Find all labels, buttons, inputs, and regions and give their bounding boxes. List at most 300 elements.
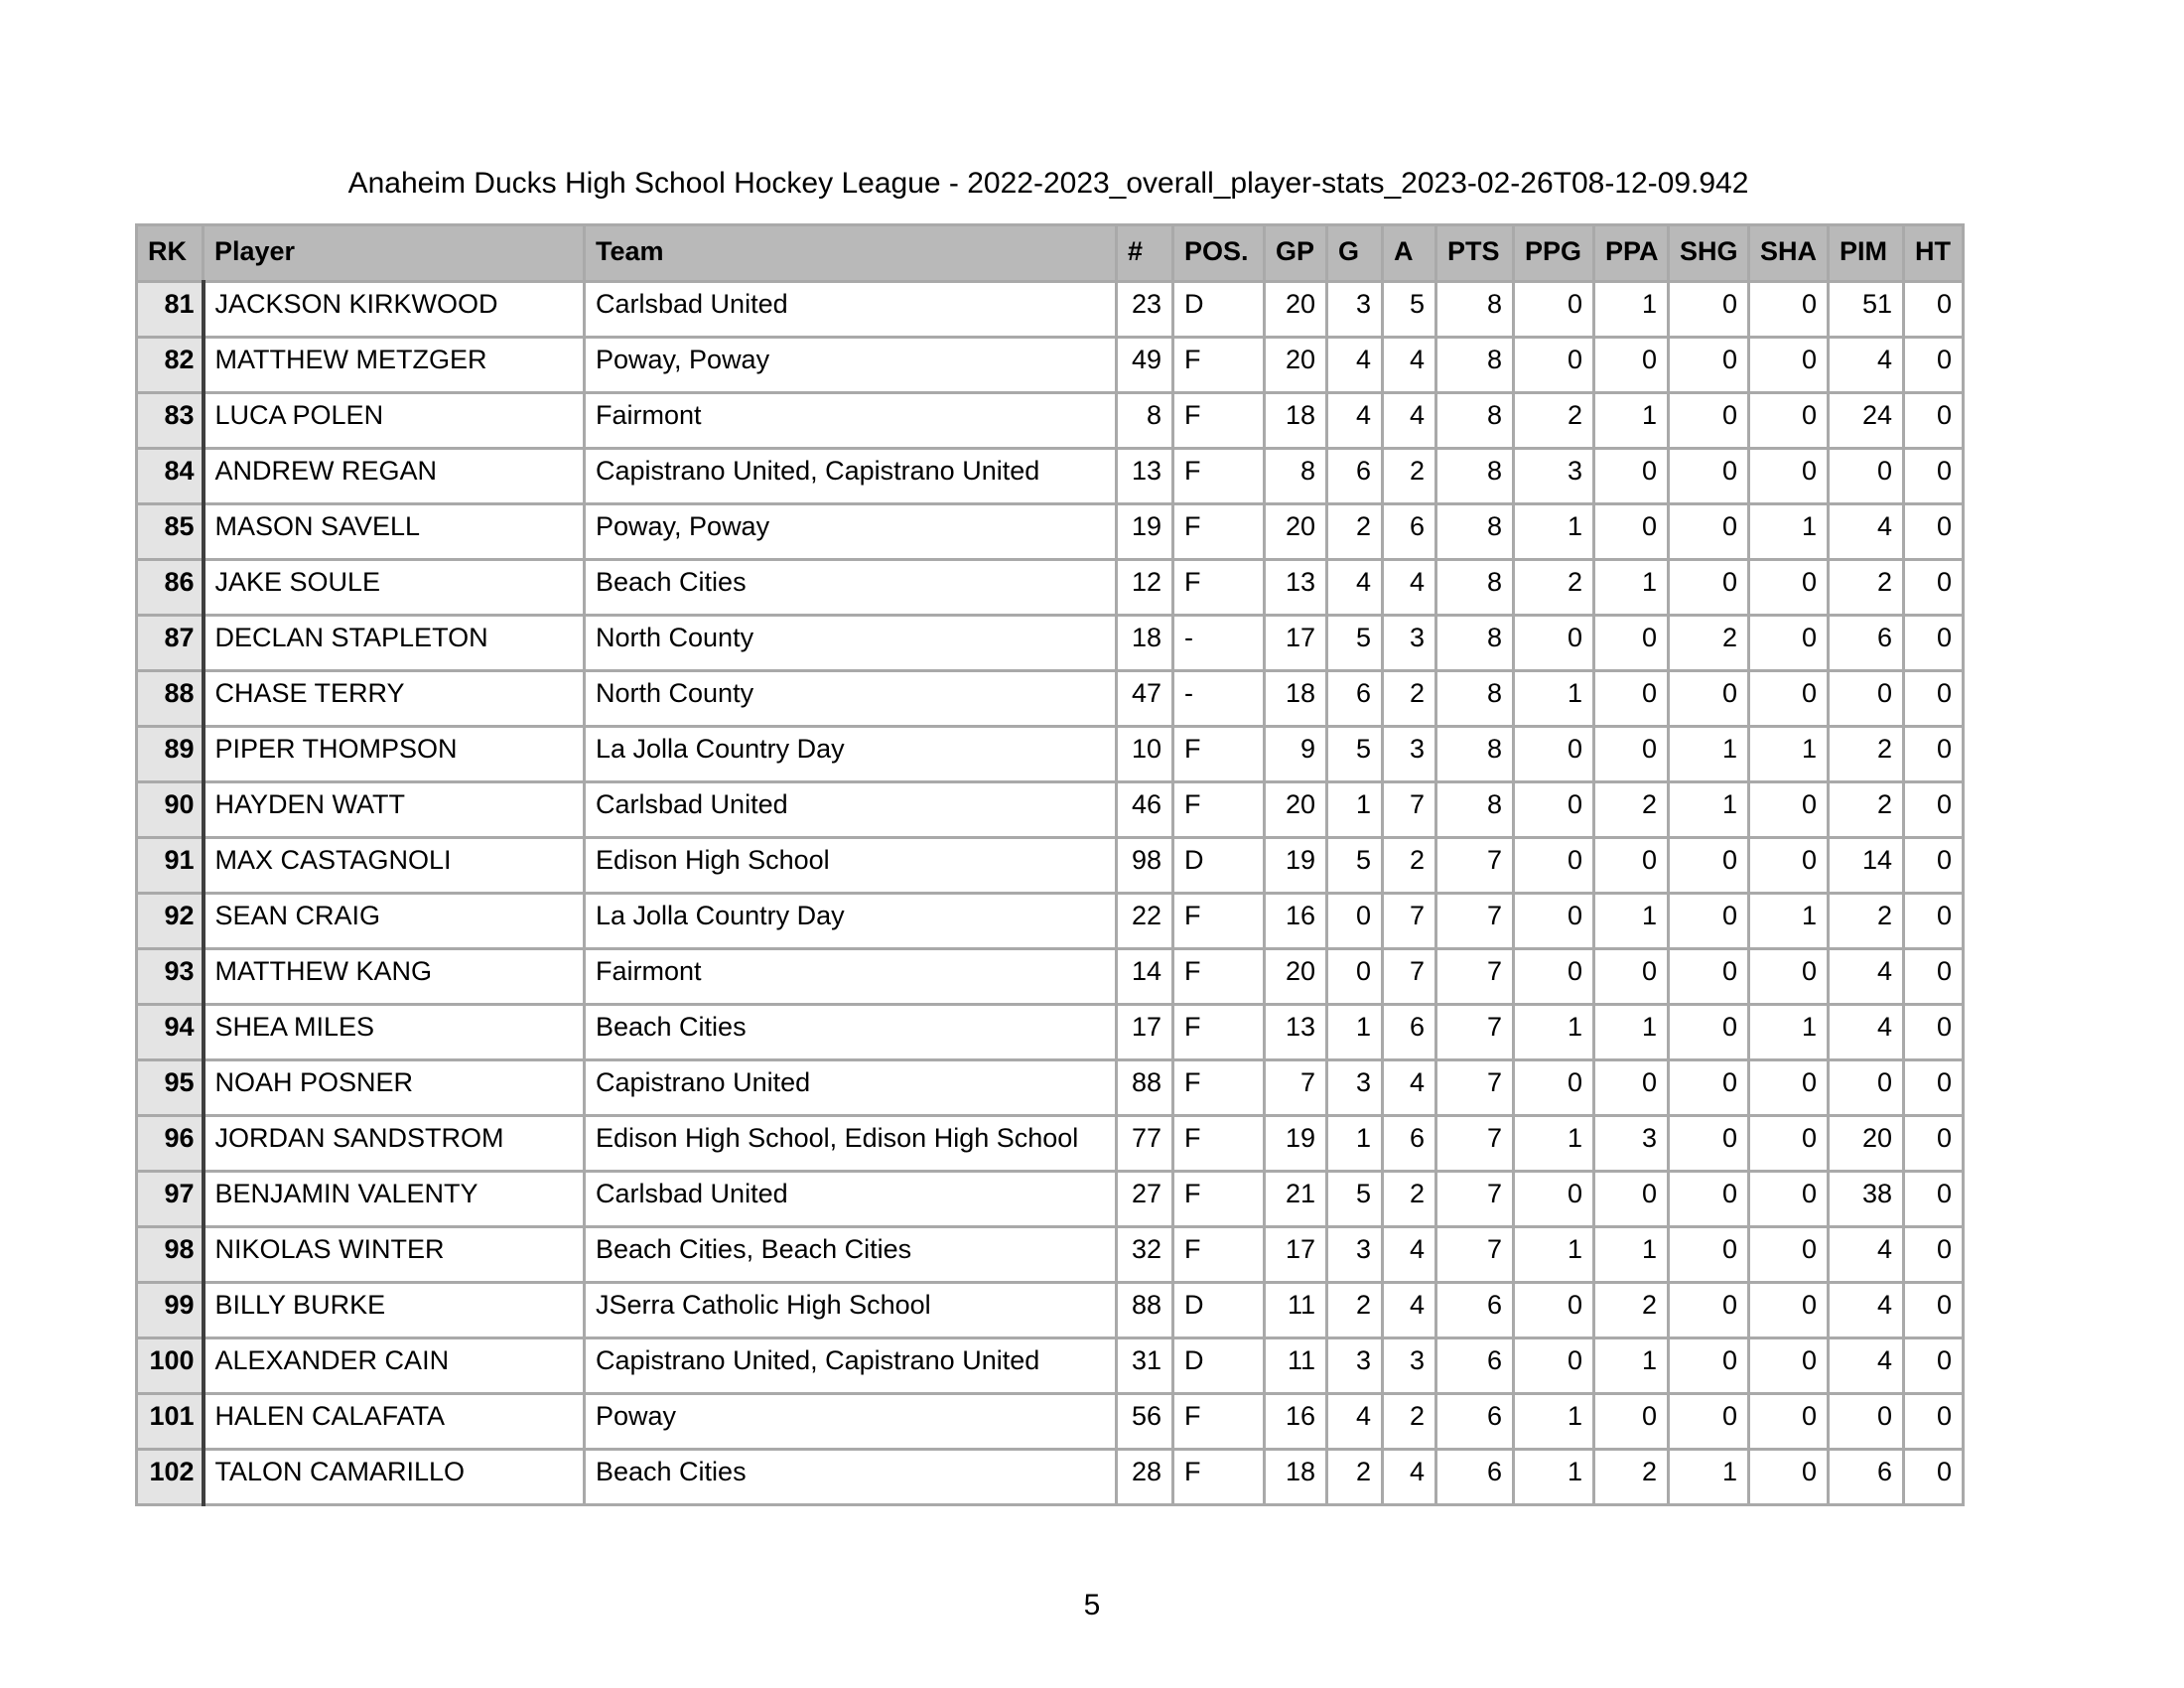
player-cell: NIKOLAS WINTER [204,1227,585,1283]
pts-cell: 6 [1436,1450,1514,1505]
shg-cell: 1 [1669,782,1749,838]
sha-cell: 1 [1749,504,1829,560]
table-row [137,894,1964,949]
number-cell: 31 [1117,1338,1173,1394]
pim-cell: 2 [1829,727,1904,782]
team-cell: North County [585,671,1117,727]
gp-cell: 20 [1265,949,1327,1005]
g-cell: 0 [1327,894,1383,949]
ppg-cell: 1 [1514,1116,1594,1172]
ht-cell: 0 [1904,838,1964,894]
a-cell: 4 [1383,1060,1436,1116]
team-cell: La Jolla Country Day [585,894,1117,949]
shg-cell: 0 [1669,560,1749,616]
team-cell: Fairmont [585,393,1117,449]
a-cell: 7 [1383,782,1436,838]
number-cell: 14 [1117,949,1173,1005]
table-row [137,1450,1964,1505]
table-row [137,1172,1964,1227]
pim-cell: 4 [1829,504,1904,560]
g-cell: 2 [1327,1450,1383,1505]
rk-cell: 101 [137,1394,204,1450]
pim-cell: 4 [1829,1338,1904,1394]
table-row [137,838,1964,894]
ht-cell: 0 [1904,1394,1964,1450]
number-cell: 98 [1117,838,1173,894]
pts-cell: 7 [1436,1172,1514,1227]
shg-cell: 1 [1669,1450,1749,1505]
ppg-cell: 0 [1514,838,1594,894]
a-cell: 7 [1383,949,1436,1005]
pos-cell: F [1173,1116,1265,1172]
number-cell: 19 [1117,504,1173,560]
number-cell: 88 [1117,1060,1173,1116]
g-cell: 6 [1327,449,1383,504]
rk-cell: 82 [137,338,204,393]
number-cell: 49 [1117,338,1173,393]
ppa-cell: 0 [1594,838,1669,894]
pts-cell: 8 [1436,504,1514,560]
ppa-cell: 0 [1594,671,1669,727]
ht-cell: 0 [1904,1116,1964,1172]
rk-cell: 91 [137,838,204,894]
pts-cell: 6 [1436,1283,1514,1338]
rk-cell: 98 [137,1227,204,1283]
sha-cell: 0 [1749,949,1829,1005]
pts-cell: 8 [1436,282,1514,338]
team-cell: Carlsbad United [585,782,1117,838]
team-cell: Beach Cities [585,1005,1117,1060]
pim-cell: 0 [1829,449,1904,504]
pim-cell: 4 [1829,338,1904,393]
pts-cell: 7 [1436,894,1514,949]
gp-cell: 13 [1265,560,1327,616]
sha-cell: 0 [1749,782,1829,838]
column-header-number: # [1117,225,1173,282]
a-cell: 6 [1383,1005,1436,1060]
table-row [137,504,1964,560]
pim-cell: 4 [1829,949,1904,1005]
player-cell: SEAN CRAIG [204,894,585,949]
shg-cell: 0 [1669,1227,1749,1283]
ht-cell: 0 [1904,1005,1964,1060]
ht-cell: 0 [1904,338,1964,393]
table-row [137,1005,1964,1060]
g-cell: 3 [1327,1060,1383,1116]
team-cell: Capistrano United, Capistrano United [585,449,1117,504]
ppg-cell: 1 [1514,671,1594,727]
pos-cell: - [1173,616,1265,671]
ppa-cell: 0 [1594,616,1669,671]
rk-cell: 84 [137,449,204,504]
a-cell: 3 [1383,727,1436,782]
ht-cell: 0 [1904,560,1964,616]
rk-cell: 90 [137,782,204,838]
ht-cell: 0 [1904,1338,1964,1394]
ppa-cell: 1 [1594,1005,1669,1060]
shg-cell: 2 [1669,616,1749,671]
team-cell: Edison High School [585,838,1117,894]
a-cell: 4 [1383,560,1436,616]
number-cell: 23 [1117,282,1173,338]
team-cell: Poway, Poway [585,504,1117,560]
pos-cell: F [1173,1172,1265,1227]
ppg-cell: 0 [1514,949,1594,1005]
rk-cell: 92 [137,894,204,949]
g-cell: 6 [1327,671,1383,727]
column-header-sha: SHA [1749,225,1829,282]
g-cell: 4 [1327,1394,1383,1450]
ht-cell: 0 [1904,782,1964,838]
rk-cell: 85 [137,504,204,560]
ht-cell: 0 [1904,1227,1964,1283]
ppa-cell: 1 [1594,393,1669,449]
pos-cell: F [1173,504,1265,560]
ht-cell: 0 [1904,1283,1964,1338]
player-cell: MATTHEW KANG [204,949,585,1005]
ppg-cell: 2 [1514,560,1594,616]
column-header-team: Team [585,225,1117,282]
g-cell: 3 [1327,1227,1383,1283]
gp-cell: 20 [1265,504,1327,560]
column-header-pts: PTS [1436,225,1514,282]
gp-cell: 18 [1265,671,1327,727]
team-cell: Carlsbad United [585,1172,1117,1227]
pos-cell: F [1173,1060,1265,1116]
table-row [137,282,1964,338]
column-header-ppa: PPA [1594,225,1669,282]
ppg-cell: 0 [1514,1283,1594,1338]
team-cell: Beach Cities [585,1450,1117,1505]
ppg-cell: 0 [1514,282,1594,338]
a-cell: 4 [1383,1450,1436,1505]
ppg-cell: 0 [1514,894,1594,949]
pts-cell: 8 [1436,671,1514,727]
rk-cell: 87 [137,616,204,671]
player-cell: HAYDEN WATT [204,782,585,838]
column-header-ppg: PPG [1514,225,1594,282]
g-cell: 4 [1327,338,1383,393]
number-cell: 22 [1117,894,1173,949]
team-cell: La Jolla Country Day [585,727,1117,782]
ht-cell: 0 [1904,282,1964,338]
column-header-rk: RK [137,225,204,282]
number-cell: 10 [1117,727,1173,782]
ppa-cell: 2 [1594,1283,1669,1338]
sha-cell: 0 [1749,449,1829,504]
pts-cell: 8 [1436,782,1514,838]
pts-cell: 8 [1436,616,1514,671]
a-cell: 7 [1383,894,1436,949]
a-cell: 4 [1383,1283,1436,1338]
gp-cell: 17 [1265,1227,1327,1283]
ht-cell: 0 [1904,671,1964,727]
pim-cell: 2 [1829,560,1904,616]
pos-cell: F [1173,782,1265,838]
table-row [137,449,1964,504]
ppg-cell: 1 [1514,1005,1594,1060]
column-header-g: G [1327,225,1383,282]
ppg-cell: 1 [1514,1227,1594,1283]
pim-cell: 6 [1829,616,1904,671]
column-header-gp: GP [1265,225,1327,282]
number-cell: 27 [1117,1172,1173,1227]
rk-cell: 88 [137,671,204,727]
table-row [137,727,1964,782]
pos-cell: D [1173,838,1265,894]
shg-cell: 0 [1669,393,1749,449]
table-row [137,1116,1964,1172]
g-cell: 0 [1327,949,1383,1005]
ht-cell: 0 [1904,616,1964,671]
gp-cell: 19 [1265,1116,1327,1172]
ppg-cell: 0 [1514,616,1594,671]
table-row [137,393,1964,449]
shg-cell: 0 [1669,1338,1749,1394]
pim-cell: 4 [1829,1227,1904,1283]
ht-cell: 0 [1904,1172,1964,1227]
pim-cell: 20 [1829,1116,1904,1172]
column-header-pim: PIM [1829,225,1904,282]
gp-cell: 21 [1265,1172,1327,1227]
pts-cell: 8 [1436,449,1514,504]
player-cell: MASON SAVELL [204,504,585,560]
sha-cell: 0 [1749,1116,1829,1172]
pos-cell: F [1173,1394,1265,1450]
sha-cell: 0 [1749,1394,1829,1450]
pts-cell: 7 [1436,1005,1514,1060]
a-cell: 2 [1383,449,1436,504]
a-cell: 4 [1383,1227,1436,1283]
a-cell: 2 [1383,1172,1436,1227]
gp-cell: 11 [1265,1283,1327,1338]
a-cell: 2 [1383,1394,1436,1450]
ppg-cell: 1 [1514,1394,1594,1450]
gp-cell: 16 [1265,894,1327,949]
ppa-cell: 2 [1594,1450,1669,1505]
rk-cell: 99 [137,1283,204,1338]
g-cell: 1 [1327,782,1383,838]
pim-cell: 0 [1829,1394,1904,1450]
sha-cell: 0 [1749,838,1829,894]
player-cell: HALEN CALAFATA [204,1394,585,1450]
pos-cell: F [1173,949,1265,1005]
shg-cell: 0 [1669,1394,1749,1450]
number-cell: 17 [1117,1005,1173,1060]
shg-cell: 0 [1669,671,1749,727]
team-cell: North County [585,616,1117,671]
pos-cell: F [1173,393,1265,449]
player-cell: MAX CASTAGNOLI [204,838,585,894]
gp-cell: 8 [1265,449,1327,504]
page-title: Anaheim Ducks High School Hockey League - 2022-2023_overall_player-stats_2023-02-26T08-12-09.942 [347,167,1749,200]
sha-cell: 0 [1749,1227,1829,1283]
gp-cell: 16 [1265,1394,1327,1450]
ppa-cell: 0 [1594,449,1669,504]
pim-cell: 0 [1829,1060,1904,1116]
ppg-cell: 0 [1514,727,1594,782]
sha-cell: 0 [1749,282,1829,338]
gp-cell: 20 [1265,282,1327,338]
player-cell: JAKE SOULE [204,560,585,616]
rk-cell: 93 [137,949,204,1005]
pos-cell: F [1173,1005,1265,1060]
pim-cell: 4 [1829,1005,1904,1060]
gp-cell: 11 [1265,1338,1327,1394]
shg-cell: 0 [1669,1060,1749,1116]
ppa-cell: 1 [1594,894,1669,949]
gp-cell: 18 [1265,393,1327,449]
ppa-cell: 2 [1594,782,1669,838]
team-cell: Beach Cities [585,560,1117,616]
table-row [137,338,1964,393]
pos-cell: F [1173,727,1265,782]
pim-cell: 0 [1829,671,1904,727]
a-cell: 4 [1383,338,1436,393]
pos-cell: D [1173,1283,1265,1338]
ht-cell: 0 [1904,894,1964,949]
table-row [137,1394,1964,1450]
pim-cell: 6 [1829,1450,1904,1505]
pim-cell: 2 [1829,782,1904,838]
pts-cell: 8 [1436,560,1514,616]
sha-cell: 0 [1749,1283,1829,1338]
ppa-cell: 1 [1594,282,1669,338]
ppg-cell: 1 [1514,504,1594,560]
g-cell: 2 [1327,1283,1383,1338]
rk-cell: 86 [137,560,204,616]
sha-cell: 0 [1749,560,1829,616]
g-cell: 2 [1327,504,1383,560]
page-number: 5 [1083,1589,1101,1621]
g-cell: 4 [1327,560,1383,616]
table-row [137,949,1964,1005]
a-cell: 2 [1383,838,1436,894]
number-cell: 77 [1117,1116,1173,1172]
team-cell: JSerra Catholic High School [585,1283,1117,1338]
rk-cell: 102 [137,1450,204,1505]
a-cell: 6 [1383,1116,1436,1172]
a-cell: 4 [1383,393,1436,449]
pim-cell: 38 [1829,1172,1904,1227]
ppa-cell: 1 [1594,1338,1669,1394]
shg-cell: 0 [1669,338,1749,393]
pts-cell: 8 [1436,338,1514,393]
a-cell: 3 [1383,1338,1436,1394]
a-cell: 3 [1383,616,1436,671]
number-cell: 88 [1117,1283,1173,1338]
pos-cell: F [1173,894,1265,949]
player-cell: LUCA POLEN [204,393,585,449]
team-cell: Capistrano United [585,1060,1117,1116]
gp-cell: 20 [1265,338,1327,393]
sha-cell: 0 [1749,616,1829,671]
rk-cell: 97 [137,1172,204,1227]
pts-cell: 7 [1436,1116,1514,1172]
pos-cell: D [1173,1338,1265,1394]
g-cell: 3 [1327,1338,1383,1394]
team-cell: Fairmont [585,949,1117,1005]
table-row [137,560,1964,616]
player-cell: MATTHEW METZGER [204,338,585,393]
pts-cell: 7 [1436,1227,1514,1283]
ppa-cell: 1 [1594,1227,1669,1283]
gp-cell: 20 [1265,782,1327,838]
player-cell: JORDAN SANDSTROM [204,1116,585,1172]
shg-cell: 0 [1669,1172,1749,1227]
pts-cell: 8 [1436,727,1514,782]
ppg-cell: 0 [1514,1060,1594,1116]
player-cell: ANDREW REGAN [204,449,585,504]
table-row [137,1060,1964,1116]
team-cell: Poway, Poway [585,338,1117,393]
shg-cell: 0 [1669,894,1749,949]
team-cell: Poway [585,1394,1117,1450]
ppa-cell: 0 [1594,949,1669,1005]
ppa-cell: 0 [1594,1172,1669,1227]
shg-cell: 0 [1669,949,1749,1005]
pim-cell: 14 [1829,838,1904,894]
ppa-cell: 0 [1594,1394,1669,1450]
ht-cell: 0 [1904,1450,1964,1505]
pos-cell: F [1173,1227,1265,1283]
table-header-row [137,225,1964,282]
rk-cell: 89 [137,727,204,782]
sha-cell: 0 [1749,1060,1829,1116]
shg-cell: 1 [1669,727,1749,782]
pts-cell: 6 [1436,1338,1514,1394]
ht-cell: 0 [1904,1060,1964,1116]
sha-cell: 1 [1749,894,1829,949]
number-cell: 46 [1117,782,1173,838]
number-cell: 32 [1117,1227,1173,1283]
shg-cell: 0 [1669,1283,1749,1338]
ppa-cell: 0 [1594,504,1669,560]
sha-cell: 0 [1749,671,1829,727]
pts-cell: 7 [1436,949,1514,1005]
column-header-shg: SHG [1669,225,1749,282]
ppg-cell: 0 [1514,1172,1594,1227]
pos-cell: - [1173,671,1265,727]
team-cell: Beach Cities, Beach Cities [585,1227,1117,1283]
shg-cell: 0 [1669,1005,1749,1060]
a-cell: 6 [1383,504,1436,560]
g-cell: 1 [1327,1005,1383,1060]
team-cell: Capistrano United, Capistrano United [585,1338,1117,1394]
ht-cell: 0 [1904,727,1964,782]
ppa-cell: 1 [1594,560,1669,616]
player-cell: NOAH POSNER [204,1060,585,1116]
shg-cell: 0 [1669,504,1749,560]
pts-cell: 6 [1436,1394,1514,1450]
gp-cell: 9 [1265,727,1327,782]
ht-cell: 0 [1904,393,1964,449]
table-row [137,1283,1964,1338]
pos-cell: F [1173,1450,1265,1505]
player-cell: PIPER THOMPSON [204,727,585,782]
ht-cell: 0 [1904,504,1964,560]
ppg-cell: 2 [1514,393,1594,449]
pim-cell: 51 [1829,282,1904,338]
column-header-a: A [1383,225,1436,282]
g-cell: 5 [1327,616,1383,671]
team-cell: Carlsbad United [585,282,1117,338]
sha-cell: 0 [1749,338,1829,393]
number-cell: 28 [1117,1450,1173,1505]
rk-cell: 81 [137,282,204,338]
g-cell: 5 [1327,727,1383,782]
shg-cell: 0 [1669,1116,1749,1172]
